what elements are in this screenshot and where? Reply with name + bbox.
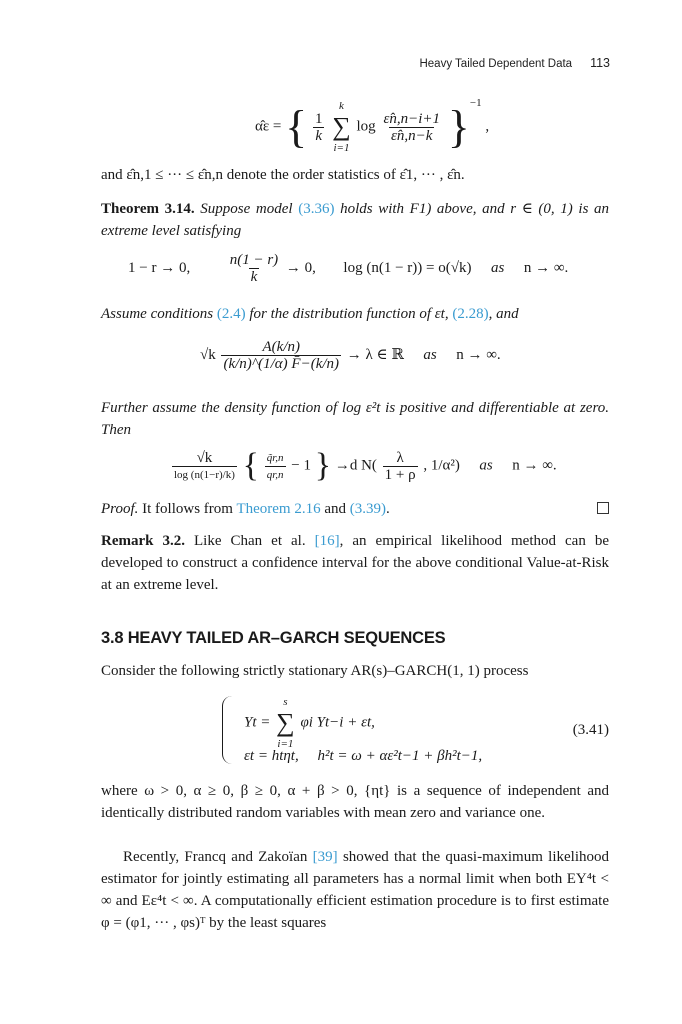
log-text: log [356,118,376,135]
consider-text: Consider the following strictly stationary AR(s)–GARCH(1, 1) process [101,663,529,679]
remark-a: Like Chan et al. [194,533,306,549]
equation-alpha-hat: α̂ε = { $\frac{1}{k}$ k ∑ i=1 log $\frac{\varepsilon̂n,n-i+1}{\varepsilon̂n,n-k}$ }$^{-1}$ , [255,97,490,154]
q-tilde: q̃r,n [266,451,284,464]
normal-as: as [479,457,493,474]
cond-part1: 1 − r → 0, [128,259,191,276]
log-num: ε̂n,n−i+1 [383,110,441,127]
right-brace: } [314,447,332,484]
where-text: where ω > 0, α ≥ 0, β ≥ 0, α + β > 0, {ηt} is a sequence of independent and identically distributed random variables with mean zero and variance one. [101,783,609,821]
ref-39-link[interactable]: [39] [312,849,338,865]
frac-num: 1 [314,110,323,127]
proof-paragraph [101,498,609,520]
order-statistics-text: and ε̂n,1 ≤ ··· ≤ ε̂n,n denote the order statistics of ε̂1, ··· , ε̂n. [101,167,465,183]
fraction-A [221,339,341,372]
fraction-n-one-minus-r [228,252,280,285]
cond-part3: log (n(1 − r)) = o(√k) [343,259,472,276]
limit-frac-den: (k/n)^(1/α) F̄−(k/n) [223,356,340,372]
cond-limit: n → ∞. [523,259,569,276]
model-sum-top: s [283,696,288,708]
model-rhs: φi Yt−i + εt, [300,714,375,731]
assume-c: , and [488,306,519,322]
log-den: ε̂n,n−k [391,127,433,144]
assume-a: Assume conditions [101,306,214,322]
theorem-text-a: Suppose model [200,201,293,217]
fraction-sqrt-k-over-log [172,450,237,483]
proof-a: It follows from [142,501,233,517]
frac-den: k [315,127,323,144]
eq-alpha-lhs: α̂ε = [255,118,282,135]
cond-part2: → 0, [285,259,316,276]
sum-symbol-icon: ∑ [276,708,295,737]
ref-3-36-link[interactable]: (3.36) [298,201,335,217]
ref-2-4-link[interactable]: (2.4) [216,306,246,322]
running-title: Heavy Tailed Dependent Data [419,58,573,70]
page-number: 113 [590,56,610,70]
right-brace: } [447,101,470,152]
model-lhs: Yt = [244,714,271,731]
remark-label: Remark 3.2. [101,533,185,549]
sum-lower-limit: i=1 [333,142,350,154]
summation [332,100,351,154]
fraction-one-over-k [313,111,325,144]
q: qr,n [265,466,286,483]
limit-rhs: → λ ∈ ℝ [346,346,404,363]
fraction-q-ratio [265,450,286,483]
equation-normal-limit [170,446,557,486]
assume-b: for the distribution function of εt, [249,306,449,322]
left-brace: { [242,447,259,484]
ref-2-28-link[interactable]: (2.28) [452,306,489,322]
proof-label: Proof. [101,501,139,517]
qed-box-icon [597,502,609,514]
cond-frac-num: n(1 − r) [229,252,279,268]
normal-limit: n → ∞. [512,457,557,474]
fraction-log-ratio [381,111,442,144]
section-heading: 3.8 HEAVY TAILED AR–GARCH SEQUENCES [101,629,446,647]
assume-text [101,303,609,325]
sum-symbol-icon: ∑ [332,112,351,141]
left-brace: { [285,101,308,152]
remark-3-2 [101,530,609,596]
equation-conditions [128,252,568,285]
equation-limit [200,339,501,372]
minus-one: − 1 [291,457,311,474]
limit-as: as [423,346,437,363]
normal-frac-den: log (n(1−r)/k) [172,466,237,483]
running-header [419,56,610,70]
ref-16-link[interactable]: [16] [314,533,340,549]
further-assume-text: Further assume the density function of log ε²t is positive and differentiable at zero. Then [101,400,609,438]
sqrt-k: √k [200,346,216,363]
model-sum-bot: i=1 [277,738,294,750]
normal-frac-num: √k [196,449,213,466]
cond-as: as [490,259,505,276]
limit-limit: n → ∞. [456,346,501,363]
exponent: −1 [469,97,482,110]
ref-3-39-link[interactable]: (3.39) [349,501,386,517]
theorem-text-b: holds with F1) above, and r ∈ (0, 1) is an extreme level satisfying [101,201,610,239]
lambda: λ [396,449,404,466]
one-plus-rho: 1 + ρ [384,466,416,483]
theorem-3-14 [101,198,609,242]
cases-brace [222,696,235,764]
model-line1 [244,696,375,750]
fraction-lambda [383,450,418,483]
remark-b: , an empirical likelihood method can be developed to construct a confidence interval for the above conditional Value-at-Risk at an extreme level. [101,533,609,593]
variance: , 1/α²) [423,457,460,474]
sum-upper-limit: k [339,100,344,112]
model-summation [276,696,295,750]
recent-a: Recently, Francq and Zakoïan [123,849,308,865]
limit-frac-num: A(k/n) [262,339,300,355]
proof-c: . [386,501,390,517]
recent-b: showed that the quasi-maximum likelihood estimator for jointly estimating all parameters has a normal limit when both EY⁴t < ∞ and Eε⁴t < ∞. A computationally efficient estimation procedure is to first estimate φ = (φ1, ··· , φs)ᵀ by the least squares [101,849,610,931]
theorem-label: Theorem 3.14. [101,201,195,217]
model-line2: εt = htηt, h²t = ω + αε²t−1 + βh²t−1, [244,748,483,764]
proof-b: and [324,501,346,517]
equation-number: (3.41) [572,722,609,738]
ref-theorem-2-16-link[interactable]: Theorem 2.16 [236,501,321,517]
cond-frac-den: k [250,269,258,285]
recently-paragraph [101,846,609,934]
dist-arrow: →d N( [334,457,377,474]
